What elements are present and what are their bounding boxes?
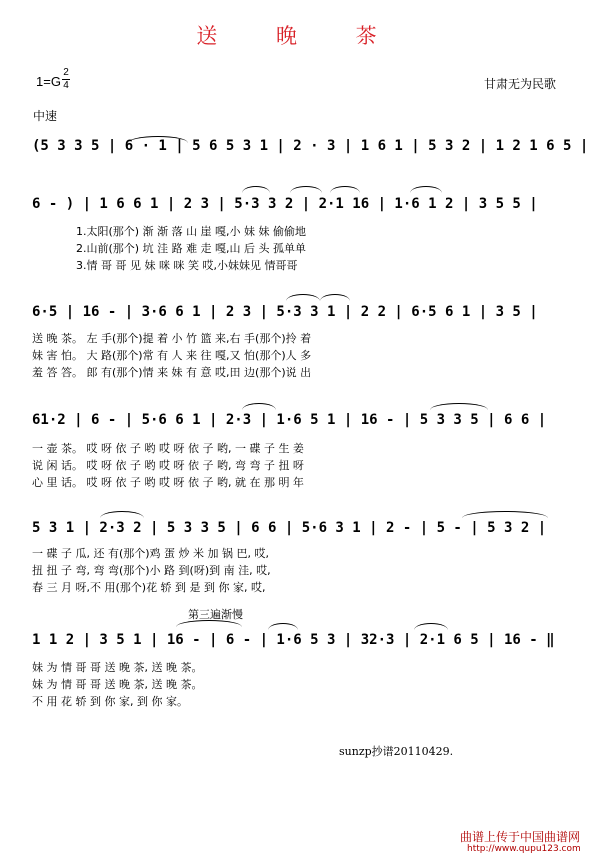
slur (268, 623, 298, 630)
slur (430, 403, 488, 410)
performance-annotation: 第三遍渐慢 (188, 608, 243, 621)
notation-line-6: 1 1 2 | 3 5 1 | 16 - | 6 - | 1·6 5 3 | 32·3 | 2·1 6 5 | 16 - ‖ (32, 632, 555, 648)
lyrics-line: 不 用 花 轿 到 你 家, 到 你 家。 (32, 695, 188, 708)
lyrics-line: 扭 扭 子 弯, 弯 弯(那个)小 路 到(呀)到 南 洼, 哎, (32, 564, 271, 577)
footer-url: http://www.qupu123.com (467, 844, 581, 854)
slur (176, 620, 242, 627)
lyrics-line: 送 晚 茶。 左 手(那个)提 着 小 竹 篮 来,右 手(那个)拎 着 (32, 332, 312, 345)
slur (242, 403, 276, 410)
meter-bottom: 4 (63, 80, 69, 91)
slur (330, 186, 360, 193)
notation-line-1: (5 3 3 5 | 6 · 1 | 5 6 5 3 1 | 2 · 3 | 1 6 1 | 5 3 2 | 1 2 1 6 5 | (32, 138, 589, 154)
lyrics-line: 3.情 哥 哥 见 妹 咪 咪 笑 哎,小妹妹见 情哥哥 (76, 259, 298, 272)
tempo-marking: 中速 (33, 109, 58, 123)
slur (290, 186, 322, 193)
notation-line-2: 6 - ) | 1 6 6 1 | 2 3 | 5·3 3 2 | 2·1 16 | 1·6 1 2 | 3 5 5 | (32, 196, 538, 212)
lyrics-line: 妹 为 情 哥 哥 送 晚 茶, 送 晚 茶。 (32, 678, 203, 691)
slur (100, 511, 144, 518)
lyrics-line: 一 壶 茶。 哎 呀 依 子 哟 哎 呀 依 子 哟, 一 碟 子 生 姜 (32, 442, 304, 455)
lyrics-line: 一 碟 子 瓜, 还 有(那个)鸡 蛋 炒 米 加 锅 巴, 哎, (32, 547, 270, 560)
lyrics-line: 心 里 话。 哎 呀 依 子 哟 哎 呀 依 子 哟, 就 在 那 明 年 (32, 476, 304, 489)
lyrics-line: 春 三 月 呀,不 用(那个)花 轿 到 是 到 你 家, 哎, (32, 581, 266, 594)
notation-line-5: 5 3 1 | 2·3 2 | 5 3 3 5 | 6 6 | 5·6 3 1 | 2 - | 5 - | 5 3 2 | (32, 520, 547, 536)
notation-line-4: 61·2 | 6 - | 5·6 6 1 | 2·3 | 1·6 5 1 | 16 - | 5 3 3 5 | 6 6 | (32, 412, 547, 428)
notation-line-3: 6·5 | 16 - | 3·6 6 1 | 2 3 | 5·3 3 1 | 2 2 | 6·5 6 1 | 3 5 | (32, 304, 538, 320)
footer-watermark: 曲谱上传于中国曲谱网 (460, 830, 581, 844)
slur (410, 186, 442, 193)
slur (320, 294, 350, 301)
lyrics-line: 说 闲 话。 哎 呀 依 子 哟 哎 呀 依 子 哟, 弯 弯 子 扭 呀 (32, 459, 304, 472)
slur (414, 623, 448, 630)
lyrics-line: 妹 害 怕。 大 路(那个)常 有 人 来 往 嘎,又 怕(那个)人 多 (32, 349, 312, 362)
song-title: 送 晚 茶 (196, 24, 403, 48)
time-signature (62, 68, 70, 91)
slur (242, 186, 270, 193)
lyrics-line: 2.山前(那个) 坑 洼 路 难 走 嘎,山 后 头 孤单单 (76, 242, 307, 255)
key-signature: 1=G (36, 74, 61, 89)
slur (462, 511, 548, 518)
slur (286, 294, 320, 301)
lyrics-line: 1.太阳(那个) 渐 渐 落 山 崖 嘎,小 妹 妹 偷偷地 (76, 225, 307, 238)
meter-top: 2 (63, 67, 69, 78)
lyrics-line: 妹 为 情 哥 哥 送 晚 茶, 送 晚 茶。 (32, 661, 203, 674)
slur (128, 136, 188, 143)
lyrics-line: 羞 答 答。 郎 有(那个)情 来 妹 有 意 哎,田 边(那个)说 出 (32, 366, 312, 379)
song-origin: 甘肃无为民歌 (484, 77, 557, 91)
transcriber-signature: sunzp抄谱20110429. (339, 745, 454, 758)
